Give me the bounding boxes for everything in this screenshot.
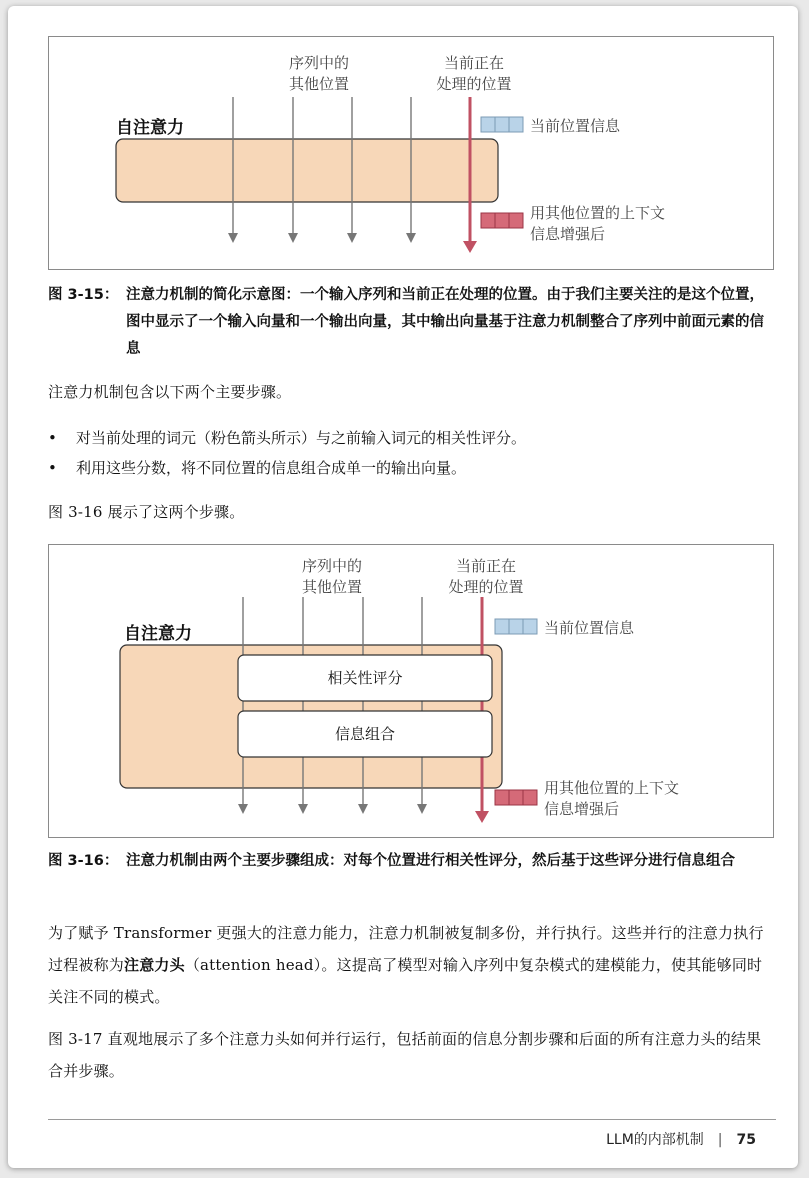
caption-text: 注意力机制的简化示意图：一个输入序列和当前正在处理的位置。由于我们主要关注的是这个位置，图中显示了一个输入向量和一个输出向量，其中输出向量基于注意力机制整合了序列中前面元素的信息 <box>126 287 764 357</box>
output-vector-cells <box>495 790 537 805</box>
footer-separator: | <box>717 1132 723 1148</box>
page-number: 75 <box>736 1132 756 1148</box>
current-label-line2: 处理的位置 <box>436 75 512 93</box>
bullet-dot: • <box>48 459 57 477</box>
paragraph-steps-intro: 注意力机制包含以下两个主要步骤。 <box>48 383 292 401</box>
footer-divider <box>48 1119 776 1120</box>
bullet-dot: • <box>48 429 57 447</box>
attention-head-term: 注意力头 <box>124 956 185 974</box>
other-position-arrowhead <box>238 804 248 814</box>
info-combination-label: 信息组合 <box>334 725 396 743</box>
other-position-arrowhead <box>288 233 298 243</box>
self-attention-block <box>116 139 498 202</box>
other-position-arrowhead <box>417 804 427 814</box>
other-position-arrowhead <box>347 233 357 243</box>
chapter-title: LLM的内部机制 <box>606 1132 704 1148</box>
caption-label: 图 3-16： <box>48 853 119 869</box>
self-attention-title: 自注意力 <box>116 118 184 138</box>
output-vector-cells <box>481 213 523 228</box>
caption-3-15 <box>48 282 778 366</box>
relevance-scoring-label: 相关性评分 <box>327 669 403 687</box>
other-position-arrowhead <box>298 804 308 814</box>
figure-3-16-diagram <box>49 545 773 837</box>
other-position-arrowhead <box>228 233 238 243</box>
current-label-line1: 当前正在 <box>455 557 517 575</box>
para-text-before: 为了赋予 Transformer 更强大的注意力能力，注意力机制被复制多份，并行执行。这些并行的注意力执行过程被称为 <box>48 924 764 974</box>
legend-output-line1: 用其他位置的上下文 <box>530 204 666 222</box>
book-page <box>8 6 798 1168</box>
bullet-text: 利用这些分数，将不同位置的信息组合成单一的输出向量。 <box>76 459 467 477</box>
legend-input-label: 当前位置信息 <box>544 619 635 637</box>
current-label-line1: 当前正在 <box>443 54 505 72</box>
current-label-line2: 处理的位置 <box>448 578 524 596</box>
self-attention-title: 自注意力 <box>124 624 192 644</box>
figure-3-16 <box>48 544 774 838</box>
bullet-text: 对当前处理的词元（粉色箭头所示）与之前输入词元的相关性评分。 <box>76 429 527 447</box>
paragraph-attention-heads <box>48 917 776 1013</box>
caption-label: 图 3-15： <box>48 287 119 303</box>
legend-output-line2: 信息增强后 <box>544 800 620 818</box>
caption-text: 注意力机制由两个主要步骤组成：对每个位置进行相关性评分，然后基于这些评分进行信息组合 <box>126 853 735 869</box>
others-label-line1: 序列中的 <box>288 54 350 72</box>
others-label-line2: 其他位置 <box>288 75 350 93</box>
para-text-after: （attention head）。这提高了模型对输入序列中复杂模式的建模能力，使其能够同时关注不同的模式。 <box>48 956 763 1006</box>
other-position-arrowhead <box>358 804 368 814</box>
current-position-arrowhead <box>475 811 489 823</box>
input-vector-cells <box>481 117 523 132</box>
paragraph-figure-ref: 图 3-16 展示了这两个步骤。 <box>48 503 245 521</box>
legend-output-line1: 用其他位置的上下文 <box>544 779 680 797</box>
other-position-arrowhead <box>406 233 416 243</box>
figure-3-15-diagram <box>49 37 773 269</box>
paragraph-figure-3-17-ref: 图 3-17 直观地展示了多个注意力头如何并行运行，包括前面的信息分割步骤和后面的所有注意力头的结果合并步骤。 <box>48 1030 762 1080</box>
figure-3-15 <box>48 36 774 270</box>
caption-3-16 <box>48 848 778 904</box>
others-label-line2: 其他位置 <box>301 578 363 596</box>
legend-output-line2: 信息增强后 <box>530 225 606 243</box>
legend-input-label: 当前位置信息 <box>530 117 621 135</box>
page-footer <box>606 1129 756 1149</box>
others-label-line1: 序列中的 <box>301 557 363 575</box>
input-vector-cells <box>495 619 537 634</box>
current-position-arrowhead <box>463 241 477 253</box>
